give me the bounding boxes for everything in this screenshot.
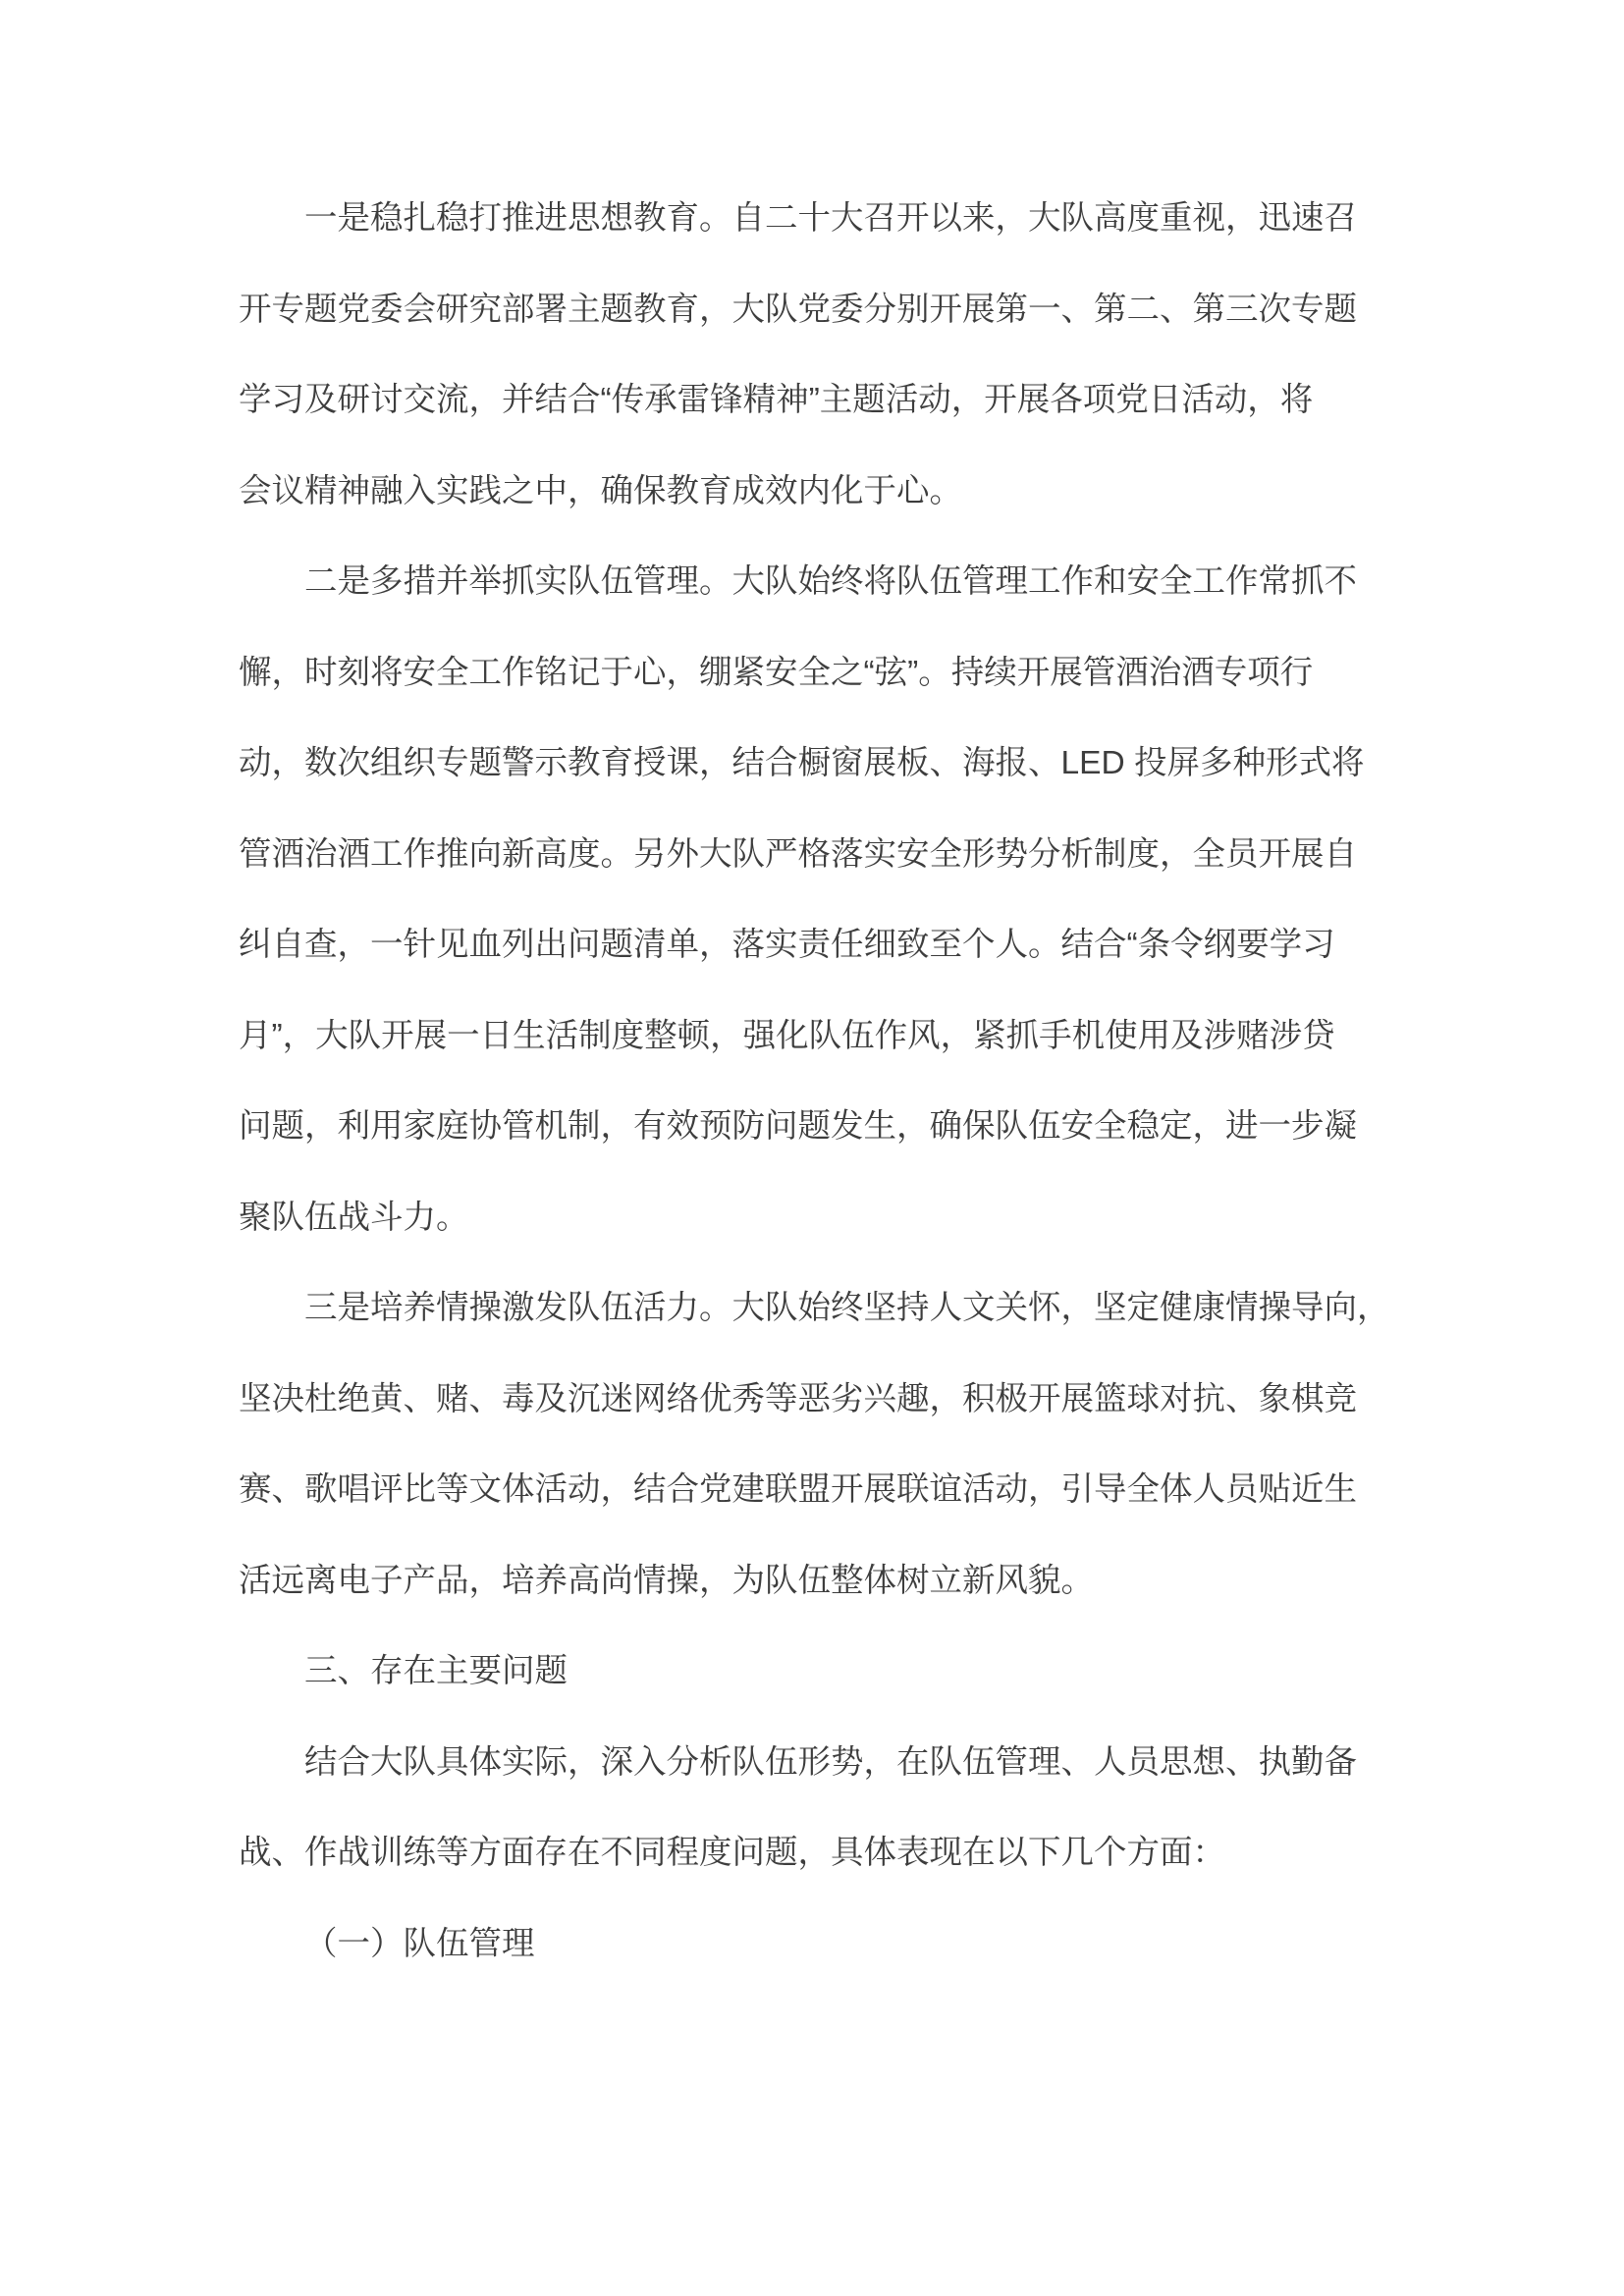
heading-text: 三、存在主要问题 (304, 1653, 568, 1689)
document-body (239, 174, 1390, 1990)
paragraph-line: 管酒治酒工作推向新高度。另外大队严格落实安全形势分析制度，全员开展自 (239, 835, 1357, 873)
paragraph-line: 开专题党委会研究部署主题教育，大队党委分别开展第一、第二、第三次专题 (239, 291, 1357, 328)
paragraph-line: 二是多措并举抓实队伍管理。大队始终将队伍管理工作和安全工作常抓不 (304, 563, 1357, 600)
paragraph-line: 赛、歌唱评比等文体活动，结合党建联盟开展联谊活动，引导全体人员贴近生 (239, 1471, 1357, 1508)
para-2-team-management (239, 537, 1365, 1263)
heading-subsection-1-team-management (239, 1899, 1358, 1991)
paragraph-line: 会议精神融入实践之中，确保教育成效内化于心。 (239, 472, 962, 509)
para-4-problems-intro (239, 1718, 1358, 1899)
paragraph-line: 聚队伍战斗力。 (239, 1199, 469, 1236)
paragraph-line: 动，数次组织专题警示教育授课，结合橱窗展板、海报、LED 投屏多种形式将 (239, 745, 1365, 781)
paragraph-line: 懈，时刻将安全工作铭记于心，绷紧安全之“弦”。持续开展管酒治酒专项行 (239, 654, 1314, 691)
heading-text: （一）队伍管理 (304, 1925, 535, 1962)
paragraph-line: 结合大队具体实际，深入分析队伍形势，在队伍管理、人员思想、执勤备 (304, 1743, 1357, 1781)
paragraph-line: 学习及研讨交流，并结合“传承雷锋精神”主题活动，开展各项党日活动，将 (239, 382, 1314, 418)
paragraph-line: 纠自查，一针见血列出问题清单，落实责任细致至个人。结合“条令纲要学习 (239, 927, 1335, 963)
paragraph-line: 坚决杜绝黄、赌、毒及沉迷网络优秀等恶劣兴趣，积极开展篮球对抗、象棋竞 (239, 1380, 1357, 1417)
paragraph-line: 问题，利用家庭协管机制，有效预防问题发生，确保队伍安全稳定，进一步凝 (239, 1108, 1357, 1145)
paragraph-line: 三是培养情操激发队伍活力。大队始终坚持人文关怀，坚定健康情操导向， (304, 1290, 1390, 1326)
paragraph-line: 战、作战训练等方面存在不同程度问题，具体表现在以下几个方面： (239, 1835, 1225, 1871)
para-3-morale-activities (239, 1263, 1390, 1627)
heading-section-3-main-problems (239, 1627, 1358, 1718)
para-1-ideological-education (239, 174, 1358, 537)
paragraph-line: 活远离电子产品，培养高尚情操，为队伍整体树立新风貌。 (239, 1562, 1094, 1599)
paragraph-line: 月”，大队开展一日生活制度整顿，强化队伍作风，紧抓手机使用及涉赌涉贷 (239, 1017, 1335, 1054)
paragraph-line: 一是稳扎稳打推进思想教育。自二十大召开以来，大队高度重视，迅速召 (304, 200, 1357, 237)
